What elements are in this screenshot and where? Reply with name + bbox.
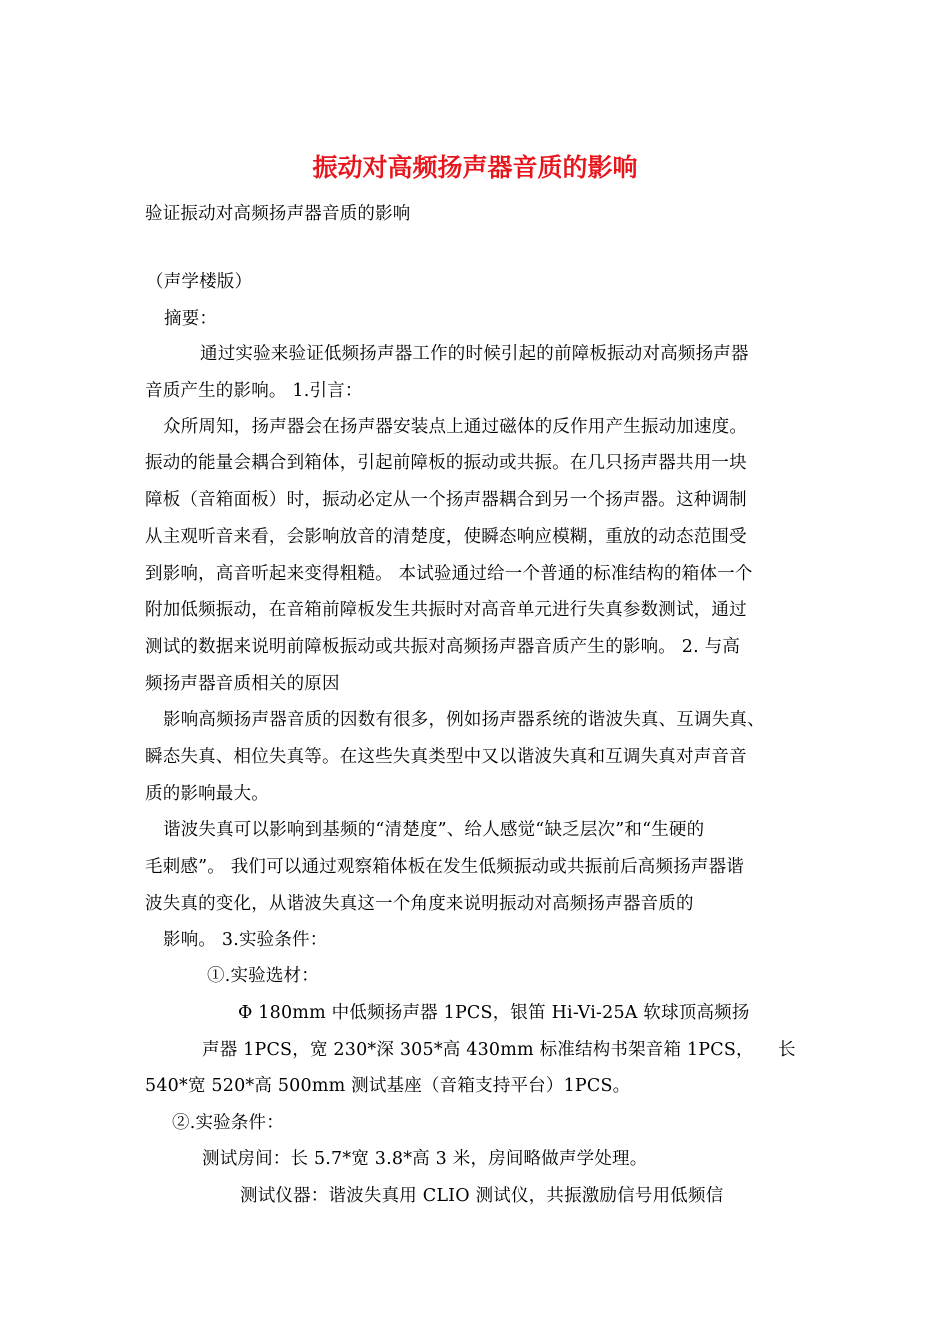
body-line: 障板（音箱面板）时，振动必定从一个扬声器耦合到另一个扬声器。这种调制 (145, 490, 747, 510)
body-line: 到影响，高音听起来变得粗糙。 本试验通过给一个普通的标准结构的箱体一个 (145, 564, 753, 584)
body-line: 声器 1PCS，宽 230*深 305*高 430mm 标准结构书架音箱 1PCS， (202, 1040, 754, 1060)
body-line: 瞬态失真、相位失真等。在这些失真类型中又以谐波失真和互调失真对声音音 (145, 747, 747, 767)
document-title: 振动对高频扬声器音质的影响 (312, 153, 638, 182)
body-line: 通过实验来验证低频扬声器工作的时候引起的前障板振动对高频扬声器 (200, 344, 749, 364)
body-line: 测试的数据来说明前障板振动或共振对高频扬声器音质产生的影响。 2. 与高 (145, 637, 741, 657)
body-line: 影响高频扬声器音质的因数有很多，例如扬声器系统的谐波失真、互调失真、 (163, 710, 765, 730)
body-line: 质的影响最大。 (145, 784, 269, 804)
body-line: 附加低频振动，在音箱前障板发生共振时对高音单元进行失真参数测试，通过 (145, 600, 747, 620)
body-line: 谐波失真可以影响到基频的“清楚度”、给人感觉“缺乏层次”和“生硬的 (163, 820, 705, 840)
body-line: 测试房间：长 5.7*宽 3.8*高 3 米，房间略做声学处理。 (202, 1149, 648, 1169)
abstract-heading: 摘要： (164, 309, 218, 329)
body-line-fragment: 长 (778, 1040, 796, 1060)
body-line: 影响。 3.实验条件： (163, 930, 328, 950)
section-heading: ②.实验条件： (172, 1113, 284, 1133)
body-line: 测试仪器：谐波失真用 CLIO 测试仪，共振激励信号用低频信 (240, 1186, 724, 1206)
body-line: 众所周知，扬声器会在扬声器安装点上通过磁体的反作用产生振动加速度。 (163, 417, 748, 437)
edition-note: （声学楼版） (146, 272, 253, 292)
body-line: 音质产生的影响。 1.引言： (145, 381, 363, 401)
body-line: 540*宽 520*高 500mm 测试基座（音箱支持平台）1PCS。 (145, 1076, 631, 1096)
body-line: 频扬声器音质相关的原因 (145, 674, 340, 694)
subtitle-line: 验证振动对高频扬声器音质的影响 (145, 204, 411, 224)
body-line: 振动的能量会耦合到箱体，引起前障板的振动或共振。在几只扬声器共用一块 (145, 453, 747, 473)
body-line: 波失真的变化，从谐波失真这一个角度来说明振动对高频扬声器音质的 (145, 894, 694, 914)
body-line: 从主观听音来看，会影响放音的清楚度，使瞬态响应模糊，重放的动态范围受 (145, 527, 747, 547)
section-heading: ①.实验选材： (207, 966, 319, 986)
body-line: Φ 180mm 中低频扬声器 1PCS，银笛 Hi-Vi-25A 软球顶高频扬 (238, 1003, 750, 1023)
body-line: 毛刺感”。 我们可以通过观察箱体板在发生低频振动或共振前后高频扬声器谐 (145, 857, 745, 877)
